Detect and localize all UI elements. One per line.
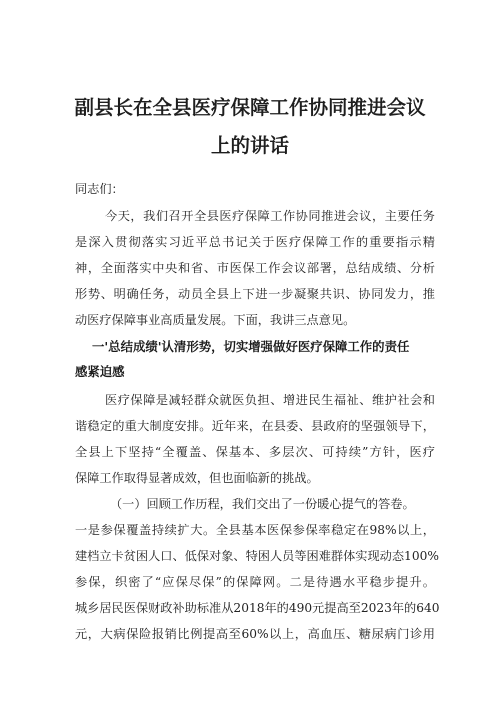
section-heading-1-line-2: 感紧迫感	[75, 364, 125, 379]
document-title-line-1: 副县长在全县医疗保障工作协同推进会议	[74, 96, 426, 119]
para2-line-1: 医疗保障是减轻群众就医负担、增进民生福祉、维护社会和	[105, 393, 435, 407]
para1-line-1: 今天，我们召开全县医疗保障工作协同推进会议，主要任务	[105, 209, 435, 223]
para1-line-5: 动医疗保障事业高质量发展。下面，我讲三点意见。	[75, 313, 356, 327]
para1-line-4: 形势、明确任务，动员全县上下进一步凝聚共识、协同发力，推	[75, 287, 435, 301]
para3-line-4: 参保，织密了“应保尽保”的保障网。二是待遇水平稳步提升。	[75, 575, 435, 589]
document-title-line-2: 上的讲话	[210, 134, 289, 157]
para1-line-3: 神，全面落实中央和省、市医保工作会议部署，总结成绩、分析	[75, 261, 435, 275]
para2-line-3: 全县上下坚持“全覆盖、保基本、多层次、可持续”方针，医疗	[75, 445, 435, 459]
para3-line-6: 元，大病保险报销比例提高至60%以上，高血压、糖尿病门诊用	[75, 627, 435, 641]
para2-line-4: 保障工作取得显著成效，但也面临新的挑战。	[75, 471, 319, 485]
para3-line-5: 城乡居民医保财政补助标准从2018年的490元提高至2023年的640	[75, 601, 440, 615]
para3-line-2: 一是参保覆盖持续扩大。全县基本医保参保率稳定在98%以上，	[75, 523, 435, 537]
para2-line-2: 谐稳定的重大制度安排。近年来，在县委、县政府的坚强领导下，	[75, 419, 435, 433]
para3-line-3: 建档立卡贫困人口、低保对象、特困人员等困难群体实现动态100%	[75, 549, 439, 563]
section-heading-1-line-1: 一'总结成绩'认清形势，切实增强做好医疗保障工作的责任	[92, 339, 410, 354]
salutation: 同志们：	[75, 182, 124, 196]
para3-line-1: （一）回顾工作历程，我们交出了一份暖心提气的答卷。	[110, 497, 415, 511]
para1-line-2: 是深入贯彻落实习近平总书记关于医疗保障工作的重要指示精	[75, 235, 435, 249]
